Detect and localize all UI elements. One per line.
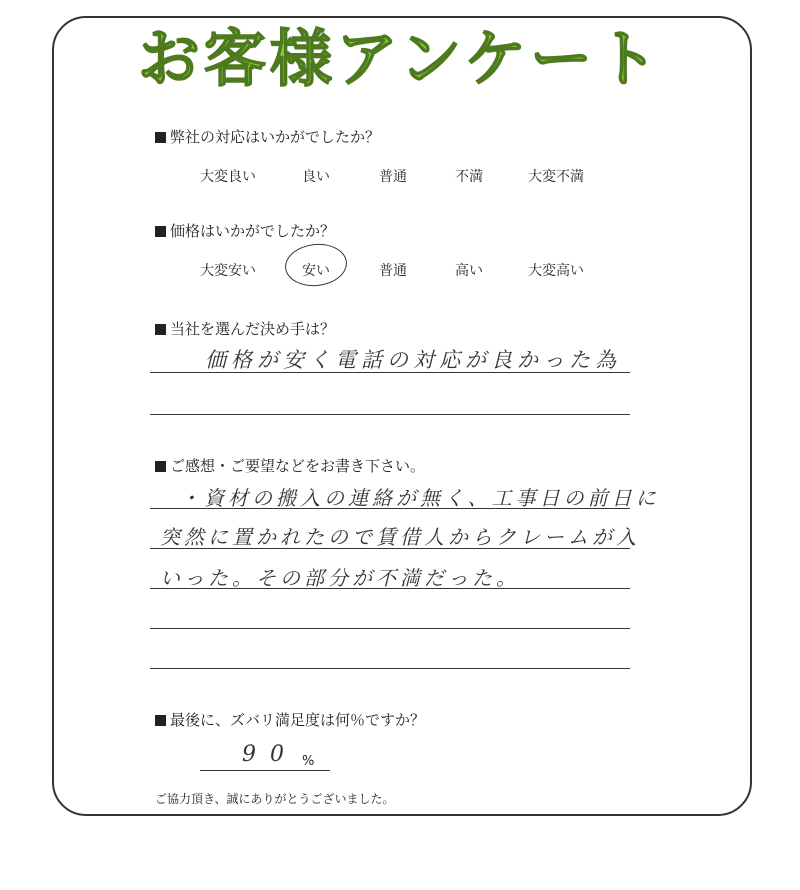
question-1-label: 弊社の対応はいかがでしたか？	[170, 128, 381, 146]
question-5-label: 最後に、ズバリ満足度は何％ですか？	[170, 711, 426, 729]
q2-option-5[interactable]: 大変高い	[528, 263, 584, 279]
answer-line	[150, 372, 630, 373]
question-4	[155, 455, 425, 476]
question-2	[155, 220, 335, 241]
page-title: お客様アンケート	[137, 22, 663, 95]
answer-line	[150, 508, 630, 509]
question-5	[155, 709, 425, 730]
q4-answer-line-2: 突然に置かれたので賃借人からクレームが入	[160, 525, 640, 549]
q4-answer-line-1: ・資材の搬入の連絡が無く、工事日の前日に	[180, 486, 660, 510]
thanks-message: ご協力頂き、誠にありがとうございました。	[155, 792, 395, 806]
q3-answer-line-1: 価格が安く電話の対応が良かった為	[205, 348, 621, 372]
question-3	[155, 318, 335, 339]
square-bullet-icon	[155, 461, 166, 472]
answer-line	[150, 588, 630, 589]
satisfaction-line	[200, 770, 330, 771]
satisfaction-value: 90	[242, 742, 298, 767]
answer-line	[150, 668, 630, 669]
q2-option-2[interactable]: 安い	[302, 263, 330, 279]
q2-option-1[interactable]: 大変安い	[200, 263, 256, 279]
q4-answer-line-3: いった。その部分が不満だった。	[160, 566, 520, 590]
q1-option-1[interactable]: 大変良い	[200, 169, 256, 185]
question-3-label: 当社を選んだ決め手は？	[170, 320, 336, 338]
q2-option-3[interactable]: 普通	[379, 263, 407, 279]
answer-line	[150, 548, 630, 549]
q1-option-2[interactable]: 良い	[302, 169, 330, 185]
q1-option-5[interactable]: 大変不満	[528, 169, 584, 185]
q2-option-4[interactable]: 高い	[455, 263, 483, 279]
question-4-label: ご感想・ご要望などをお書き下さい。	[170, 457, 426, 475]
question-2-label: 価格はいかがでしたか？	[170, 222, 336, 240]
answer-line	[150, 628, 630, 629]
q1-option-3[interactable]: 普通	[379, 169, 407, 185]
square-bullet-icon	[155, 324, 166, 335]
percent-unit: %	[302, 754, 315, 769]
square-bullet-icon	[155, 226, 166, 237]
square-bullet-icon	[155, 715, 166, 726]
question-1	[155, 126, 380, 147]
square-bullet-icon	[155, 132, 166, 143]
answer-line	[150, 414, 630, 415]
q1-option-4[interactable]: 不満	[455, 169, 483, 185]
